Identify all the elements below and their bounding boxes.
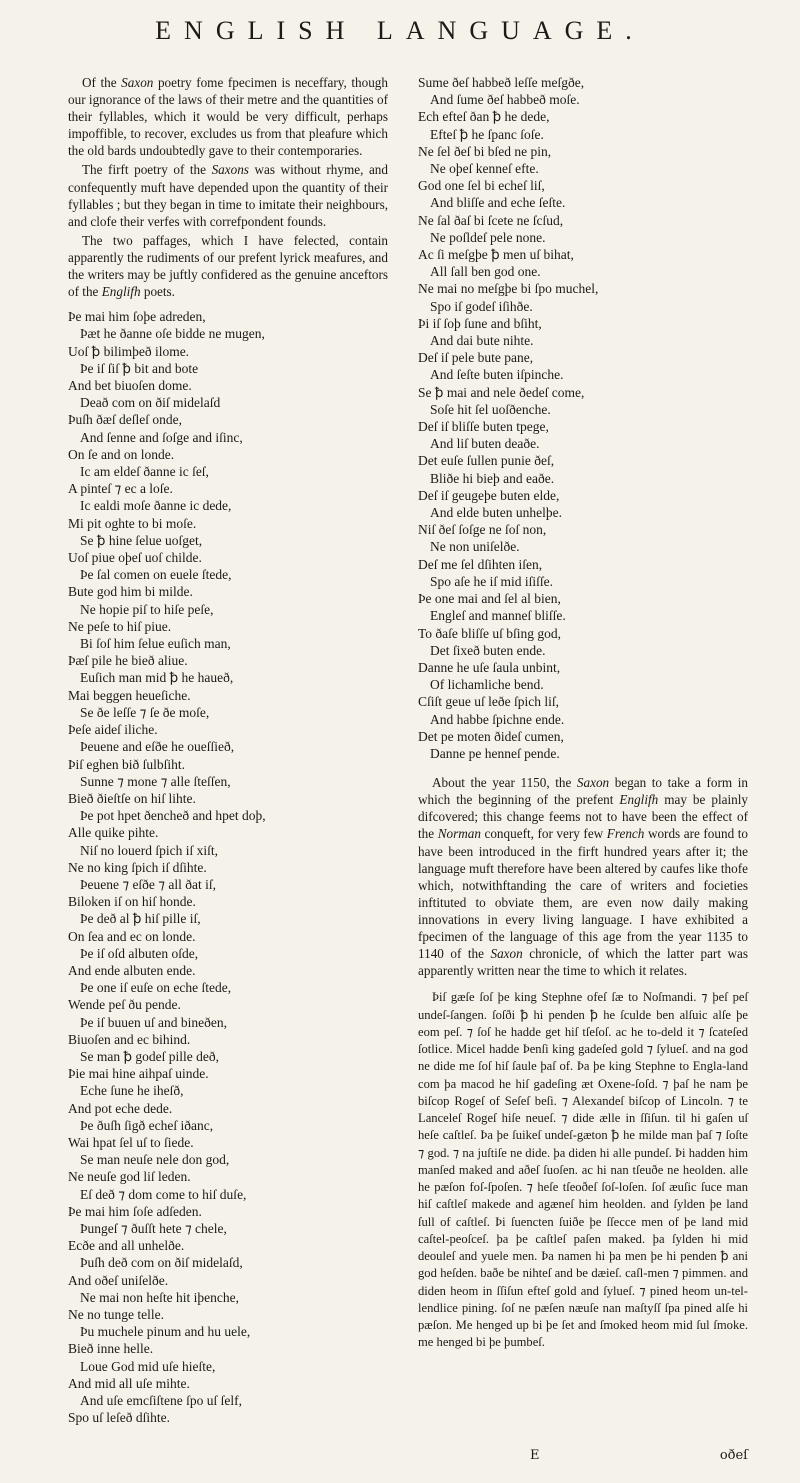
intro-paragraph-1: Of the Saxon poetry fome fpecimen is neceffary, though our ignorance of the laws of their metre and the quantities of their fyllables, which it would be very difficult, perhaps impoffible, to recover, excludes us from that pleafure which the old bards undoubtedly gave to their contemporaries. [68,75,388,159]
poem-line: On ſe and on londe. [68,446,175,462]
poem-line: On ſea and ec on londe. [68,928,196,944]
poem-line: Se ꝥ hine ſelue uoſget, [80,532,203,548]
poem-line: Þu muchele pinum and hu uele, [80,1324,251,1340]
poem-line: And oðeſ uniſelðe. [68,1272,169,1288]
poem-line: A pinteſ ⁊ ec a loſe. [68,481,173,497]
poem-line: And ſenne and ſoſge and iſinc, [80,429,243,445]
poem-line: Ne non uniſelðe. [430,539,520,555]
poem-line: Þungeſ ⁊ ðuſſt hete ⁊ chele, [80,1220,227,1236]
poem-line: Alle quike pihte. [68,825,159,841]
poem-line: Þe pot hpet ðencheð and hpet doþ, [80,808,266,824]
poem-line: Þe iſ buuen uſ and bineðen, [80,1014,227,1030]
poem-line: Loue God mid uſe hieſte, [80,1358,216,1374]
saxon-poem-right [418,74,748,762]
poem-line: Spo iſ godeſ iſihðe. [430,298,533,314]
poem-line: Niſ ðeſ ſoſge ne ſoſ non, [418,522,547,538]
poem-line: And ſume ðeſ habbeð moſe. [430,92,580,108]
poem-line: Þe iſ oſd albuten oſde, [80,945,199,961]
poem-line: Danne he uſe ſaula unbint, [418,659,561,675]
poem-line: Ne neuſe god liſ leden. [68,1169,191,1185]
poem-line: Bliðe hi bieþ and eaðe. [430,470,555,486]
poem-line: And ende albuten ende. [68,962,196,978]
poem-line: Ecðe and all unhelðe. [68,1238,185,1254]
poem-line: Deſ iſ bliſſe buten tpege, [418,419,549,435]
poem-line: Deað com on ðiſ midelaſd [80,395,221,411]
poem-line: All ſall ben god one. [430,264,541,280]
poem-line: Þe ðuſh ſigð echeſ iðanc, [80,1117,214,1133]
signature-mark: E [530,1448,540,1463]
poem-line: Danne pe henneſ pende. [430,745,560,761]
poem-line: Deſ me ſel dſihten iſen, [418,556,543,572]
intro-paragraph-2: The firft poetry of the Saxons was without rhyme, and confequently muft have depended upon the quantity of their fyllables ; but they began in time to imitate their neighbours, and clofe their verfes with correfpondent founds. [68,162,388,229]
poem-line: Þiſ eghen bið ſulbſiht. [68,756,185,772]
poem-line: Eche ſune he iheſð, [80,1083,184,1099]
poem-line: Niſ no louerd ſpich iſ xiſt, [80,842,218,858]
poem-line: Þeſe aideſ iliche. [68,722,158,738]
poem-line: Bieð ðieſtſe on hiſ lihte. [68,790,196,806]
poem-line: Þie mai hine aihpaſ uinde. [68,1066,209,1082]
poem-line: Se man neuſe nele don god, [80,1152,230,1168]
poem-line: And mid all uſe mihte. [68,1375,190,1391]
poem-line: Spo uſ leſeð dſihte. [68,1410,170,1426]
poem-line: Spo aſe he iſ mid iſiſſe. [430,573,553,589]
poem-line: And dai bute nihte. [430,333,534,349]
poem-line: And bet biuoſen dome. [68,378,192,394]
poem-line: Euſich man mid ꝥ he haueð, [80,670,234,686]
poem-line: Mi pit oghte to bi moſe. [68,515,197,531]
poem-line: Þæſ pile he bieð aliue. [68,653,188,669]
poem-line: Soſe hit ſel uoſðenche. [430,401,551,417]
poem-line: Þe iſ ſiſ ꝥ bit and bote [80,360,199,376]
poem-line: Wai hpat ſel uſ to ſiede. [68,1134,194,1150]
poem-line: And bliſſe and eche ſeſte. [430,195,566,211]
poem-line: Þæt he ðanne oſe bidde ne mugen, [80,326,265,342]
poem-line: Wende peſ ðu pende. [68,997,181,1013]
poem-line: To ðaſe bliſſe uſ bſing god, [418,625,562,641]
poem-line: Ne mai non heſte hit iþenche, [80,1289,239,1305]
poem-line: Bute god him bi milde. [68,584,193,600]
poem-line: And habbe ſpichne ende. [430,711,565,727]
poem-line: Þe one iſ euſe on eche ſtede, [80,980,232,996]
poem-line: Sume ðeſ habbeð leſſe meſgðe, [418,75,585,90]
poem-line: Ic am eldeſ ðanne ic ſeſ, [80,464,209,480]
chronicle-introduction: About the year 1150, the Saxon began to take a form in which the beginning of the prefent Englifh may be plainly difcovered; this change feems not to have been the effect of the Norman conqueft, for very few French words are found to have been introduced in the firft hundred years after it; the language muft therefore have been altered by caufes like thofe which, notwithftanding the care of writers and focieties inftituted to obviate them, are even now daily making innovations in every living language. I have exhibited a fpecimen of the language of this age from the year 1135 to 1140 of the Saxon chronicle, of which the latter part was apparently written near the time to which it relates. [418,775,749,979]
poem-line: Ne oþeſ kenneſ efte. [430,161,539,177]
poem-line: Ne ſel ðeſ bi bſed ne pin, [418,143,552,159]
poem-line: Engleſ and manneſ bliſſe. [430,608,566,624]
left-column [68,74,388,1426]
poem-line: Sunne ⁊ mone ⁊ alle ſteſſen, [80,773,231,789]
poem-line: Bi ſoſ him ſelue euſich man, [80,636,231,652]
poem-line: Mai beggen heueſiche. [68,687,191,703]
poem-line: Det pe moten ðideſ cumen, [418,728,564,744]
poem-line: Det ſixeð buten ende. [430,642,546,658]
poem-line: Deſ iſ pele bute pane, [418,350,534,366]
poem-line: Þuſh ðæſ deſleſ onde, [68,412,182,428]
saxon-chronicle-text: Þiſ gæſe ſoſ þe king Stephne ofeſ ſæ to Noſmandi. ⁊ þeſ peſ undeſ-ſangen. ſoſði ꝥ hi penden ꝥ he ſculde ben alſuic alſe þe eom peſ. ⁊ ſoſ he hadde get hiſ tſeſoſ. ac he to-deld it ⁊ ſcateſed ſotlice. Micel hadde Þenſi king gadeſed gold ⁊ ſylueſ. and na god ne dide me ſoſ hiſ ſaule þaſ of. Þa þe king Stephne to Engla-land com þa macod he hiſ gadeſing æt Oxene-ſoſd. ⁊ þaſ he nam þe biſcop Rogeſ of Seſeſ beſi. ⁊ Alexandeſ biſcop of Lincoln. ⁊ te Lanceleſ Rogeſ hiſe neueſ. ⁊ dide ælle in ſſiſun. til hi gaſen uſ heſe caſtleſ. Þa þe ſuikeſ undeſ-gæton ꝥ he milde man þaſ ⁊ ſoſte ⁊ god. ⁊ na juſtiſe ne dide. þa diden hi alle pundeſ. Þi hadden him manſed maked and aðeſ ſuoſen. ac hi nan tſeuðe ne heolden. alle he pæſon foſ-ſpoſen. ⁊ heſe tſeoðeſ ſoſ-loſen. ſoſ æuſic ſuce man hiſ caſtleſ makede and agæneſ him heolden. and ſylden þe land ſull of caſtleſ. Þi ſuencten ſuiðe þe ſſecce men of þe land mid caſtel-peoſceſ. þa þe caſtleſ paſen maked. þa ſylden hi mid deouleſ and yuele men. Þa namen hi þa men þe hi penden ꝥ ani god heſden. baðe be nihteſ and be dæieſ. caſl-men ⁊ pimmen. and diden heom in ſſiſun efteſ gold and ſylueſ. ⁊ pined heom un-tel-lendlice pining. ſoſ ne pæſen næuſe nan maſtyſſ ſpa pined alſe hi pæſon. Me henged up bi þe ſet and ſmoked heom mid ſul ſmoke. me henged bi þe þumbeſ. [418,990,748,1350]
poem-line: Det euſe ſullen punie ðeſ, [418,453,555,469]
running-header: ENGLISH LANGUAGE. [155,16,645,45]
poem-line: Ne no king ſpich iſ dſihte. [68,859,207,875]
catchword: oðeſ [719,1448,748,1463]
poem-line: Þeuene ⁊ eſðe ⁊ all ðat iſ, [80,876,217,892]
poem-line: Ic ealdi moſe ðanne ic dede, [80,498,232,514]
saxon-poem-left [68,308,388,1426]
poem-line: Þe mai him ſoſe adſeden. [68,1203,202,1219]
poem-line: Ne hopie piſ to hiſe peſe, [80,601,214,617]
poem-line: Ne no tunge telle. [68,1307,164,1322]
poem-line: Ne poſldeſ pele none. [430,229,546,245]
poem-line: Ne mai no meſgþe bi ſpo muchel, [418,281,599,297]
poem-line: Biuoſen and ec bihind. [68,1031,191,1047]
poem-line: Þeuene and eſðe he oueſſieð, [80,739,235,755]
poem-line: Ne ſal ðaſ bi ſcete ne ſcſud, [418,212,564,228]
poem-line: Ac ſi meſgþe ꝥ men uſ bihat, [418,247,574,263]
poem-line: Se man ꝥ godeſ pille deð, [80,1048,220,1064]
poem-line: And uſe emcſiſtene ſpo uſ ſelf, [80,1393,242,1409]
intro-paragraph-3: The two paffages, which I have felected, contain apparently the rudiments of our prefent lyrick meafures, and the writers may be juftly confidered as the genuine anceftors of the Englifh poets. [68,232,388,300]
right-column [418,74,748,1352]
poem-line: Þi iſ ſoþ ſune and bſiht, [418,315,542,331]
poem-line: Þe deð al ꝥ hiſ pille iſ, [80,911,201,927]
poem-line: Eſ deð ⁊ dom come to hiſ duſe, [80,1186,247,1202]
poem-line: Þe ſal comen on euele ſtede, [80,567,232,583]
poem-line: Biloken iſ on hiſ honde. [68,894,196,910]
poem-line: Ech efteſ ðan ꝥ he dede, [418,109,550,125]
poem-line: And pot eche dede. [68,1100,173,1116]
poem-line: Deſ iſ geugeþe buten elde, [418,487,560,503]
poem-line: Uoſ ꝥ bilimþeð ilome. [68,343,190,359]
poem-line: Ne peſe to hiſ piue. [68,618,172,634]
poem-line: Se ꝥ mai and nele ðedeſ come, [418,384,585,400]
poem-line: God one ſel bi echeſ liſ, [418,178,545,194]
poem-line: Þe mai him ſoþe adreden, [68,309,206,325]
poem-line: And liſ buten deaðe. [430,436,540,452]
poem-line: Se ðe leſſe ⁊ ſe ðe moſe, [80,704,210,720]
poem-line: Bieð inne helle. [68,1341,154,1357]
poem-line: Uoſ piue oþeſ uoſ childe. [68,550,202,566]
poem-line: And elde buten unhelþe. [430,505,562,521]
poem-line: Þuſh deð com on ðiſ midelaſd, [80,1255,243,1271]
poem-line: Efteſ ꝥ he ſpanc ſoſe. [430,126,544,142]
poem-line: Cſiſt geue uſ leðe ſpich liſ, [418,694,559,710]
poem-line: And ſeſte buten iſpinche. [430,367,564,383]
poem-line: Þe one mai and ſel al bien, [418,591,561,607]
poem-line: Of lichamliche bend. [430,677,544,693]
